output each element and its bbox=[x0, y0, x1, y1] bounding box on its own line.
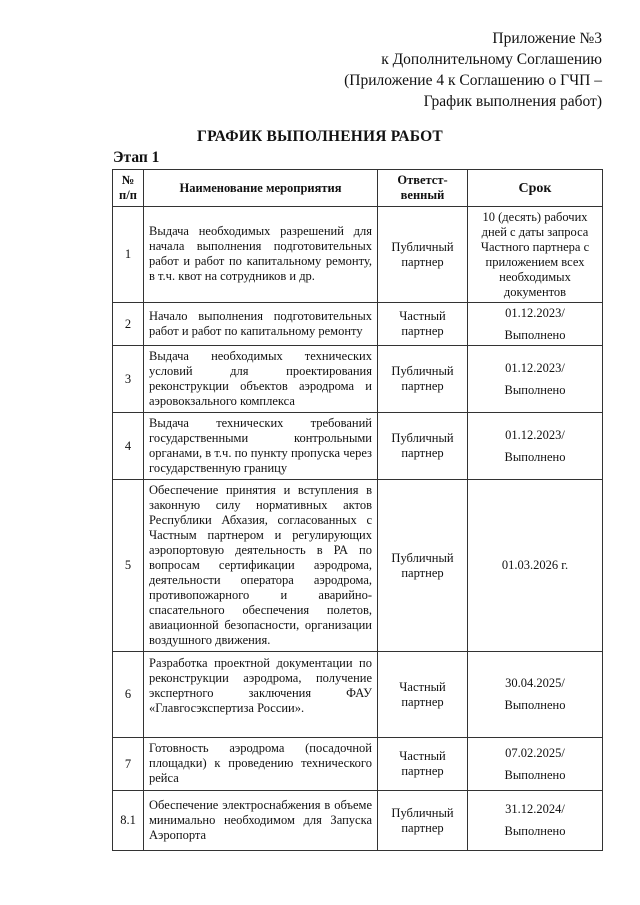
responsible-party: Публичный партнер bbox=[378, 346, 468, 413]
table-row bbox=[113, 303, 603, 346]
status-label: Выполнено bbox=[504, 824, 566, 838]
deadline-cell bbox=[468, 207, 603, 303]
status-label: Выполнено bbox=[504, 327, 566, 342]
responsible-party: Частный партнер bbox=[378, 738, 468, 791]
header-num-label: № п/п bbox=[119, 173, 137, 202]
deadline: 01.03.2026 г. bbox=[501, 558, 569, 572]
responsible-party: Частный партнер bbox=[378, 652, 468, 738]
table-row bbox=[113, 738, 603, 791]
responsible-party: Публичный партнер bbox=[378, 480, 468, 652]
document-title: ГРАФИК ВЫПОЛНЕНИЯ РАБОТ bbox=[197, 128, 443, 145]
header-name: Наименование мероприятия bbox=[144, 170, 378, 207]
deadline: 01.12.2023/ bbox=[505, 360, 565, 375]
appendix-reference bbox=[344, 28, 602, 112]
deadline-cell bbox=[468, 480, 603, 652]
row-number: 7 bbox=[113, 738, 144, 791]
activity-name: Обеспечение принятия и вступления в законную силу нормативных актов Республики Абхазия, согласованных с Частным партнером и регулирующих аэропортовую деятельность в РА по вопросам сертификации аэродрома, деятельности оператора аэродрома, противопожарного и аварийно-спасательного обеспечения полетов, авиационной безопасности, организации воздушного движения. bbox=[144, 480, 378, 652]
appendix-line: к Дополнительному Соглашению bbox=[381, 51, 602, 68]
deadline: 07.02.2025/ bbox=[505, 745, 565, 760]
table-row bbox=[113, 207, 603, 303]
responsible-party: Публичный партнер bbox=[378, 413, 468, 480]
activity-name: Обеспечение электроснабжения в объеме минимально необходимом для Запуска Аэропорта bbox=[144, 791, 378, 851]
status-label: Выполнено bbox=[504, 449, 566, 464]
responsible-party: Публичный партнер bbox=[378, 791, 468, 851]
activity-name: Выдача необходимых технических условий для проектирования реконструкции объектов аэродрома и аэровокзального комплекса bbox=[144, 346, 378, 413]
stage-heading: Этап 1 bbox=[113, 149, 160, 166]
status-label: Выполнено bbox=[504, 698, 566, 712]
row-number: 4 bbox=[113, 413, 144, 480]
header-term: Срок bbox=[468, 170, 603, 207]
row-number: 6 bbox=[113, 652, 144, 738]
deadline: 30.04.2025/ bbox=[505, 676, 565, 690]
responsible-party: Публичный партнер bbox=[378, 207, 468, 303]
deadline: 31.12.2024/ bbox=[505, 802, 565, 816]
appendix-line: График выполнения работ) bbox=[423, 93, 602, 110]
deadline: 01.12.2023/ bbox=[505, 305, 565, 320]
table-row bbox=[113, 480, 603, 652]
table-row bbox=[113, 791, 603, 851]
row-number: 3 bbox=[113, 346, 144, 413]
header-responsible: Ответст-венный bbox=[378, 170, 468, 207]
deadline-cell bbox=[468, 791, 603, 851]
deadline: 10 (десять) рабочих дней с даты запроса Частного партнера с приложением всех необходимых документов bbox=[480, 209, 590, 299]
deadline: 01.12.2023/ bbox=[505, 427, 565, 442]
table-row bbox=[113, 413, 603, 480]
deadline-cell bbox=[468, 413, 603, 480]
status-label: Выполнено bbox=[504, 767, 566, 782]
deadline-cell bbox=[468, 346, 603, 413]
table-row bbox=[113, 346, 603, 413]
table-header-row bbox=[113, 170, 603, 207]
activity-name: Готовность аэродрома (посадочной площадки) к проведению технического рейса bbox=[144, 738, 378, 791]
schedule-table bbox=[112, 169, 603, 851]
table-row bbox=[113, 652, 603, 738]
header-num bbox=[113, 170, 144, 207]
status-label: Выполнено bbox=[504, 382, 566, 397]
deadline-cell bbox=[468, 738, 603, 791]
row-number: 8.1 bbox=[113, 791, 144, 851]
row-number: 2 bbox=[113, 303, 144, 346]
row-number: 1 bbox=[113, 207, 144, 303]
row-number: 5 bbox=[113, 480, 144, 652]
deadline-cell bbox=[468, 303, 603, 346]
appendix-line: Приложение №3 bbox=[492, 30, 602, 47]
responsible-party: Частный партнер bbox=[378, 303, 468, 346]
activity-name: Выдача технических требований государственными контрольными органами, в т.ч. по пункту пропуска через государственную границу bbox=[144, 413, 378, 480]
activity-name: Выдача необходимых разрешений для начала выполнения подготовительных работ и работ по капитальному ремонту, в т.ч. квот на сотрудников и др. bbox=[144, 207, 378, 303]
activity-name: Разработка проектной документации по реконструкции аэродрома, получение экспертного заключения ФАУ «Главгосэкспертиза России». bbox=[144, 652, 378, 738]
appendix-line: (Приложение 4 к Соглашению о ГЧП – bbox=[344, 72, 602, 89]
activity-name: Начало выполнения подготовительных работ и работ по капитальному ремонту bbox=[144, 303, 378, 346]
deadline-cell bbox=[468, 652, 603, 738]
